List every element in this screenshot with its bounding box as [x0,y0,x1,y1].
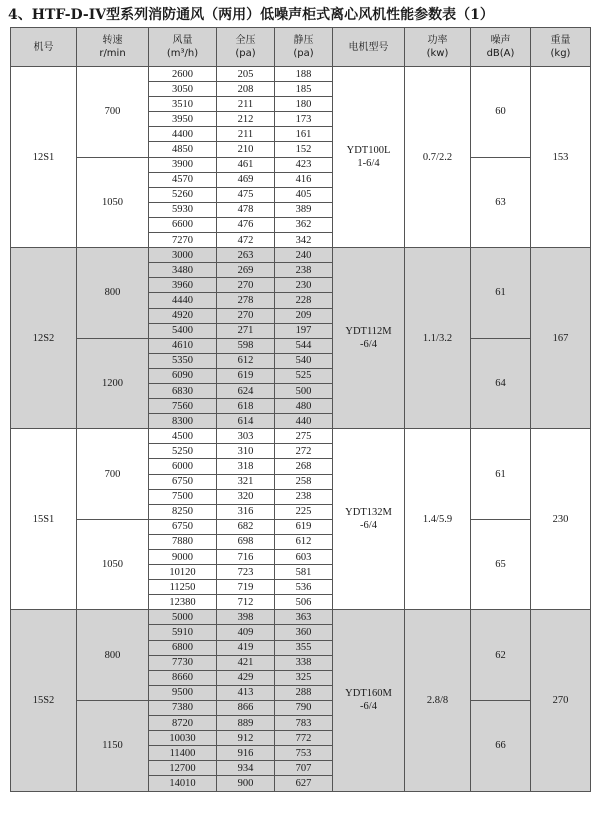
airflow-cell: 8250 [149,504,217,519]
airflow-cell: 7730 [149,655,217,670]
static-pressure-cell: 258 [275,474,333,489]
airflow-cell: 6750 [149,474,217,489]
total-pressure-cell: 469 [217,172,275,187]
static-pressure-cell: 540 [275,353,333,368]
noise-cell: 66 [471,700,531,791]
airflow-cell: 3050 [149,82,217,97]
table-body [11,67,591,792]
total-pressure-cell: 461 [217,157,275,172]
static-pressure-cell: 325 [275,670,333,685]
airflow-cell: 4440 [149,293,217,308]
fan-performance-table [10,27,591,792]
noise-cell: 64 [471,338,531,429]
static-pressure-cell: 612 [275,534,333,549]
airflow-cell: 5400 [149,323,217,338]
model-cell: 12S1 [11,67,77,248]
power-cell: 1.1/3.2 [405,248,471,429]
total-pressure-cell: 212 [217,112,275,127]
total-pressure-cell: 712 [217,595,275,610]
motor-cell: YDT100L 1-6/4 [333,67,405,248]
airflow-cell: 6600 [149,217,217,232]
total-pressure-cell: 211 [217,97,275,112]
total-pressure-cell: 321 [217,474,275,489]
airflow-cell: 4500 [149,429,217,444]
static-pressure-cell: 603 [275,550,333,565]
noise-cell: 63 [471,157,531,248]
airflow-cell: 8300 [149,414,217,429]
static-pressure-cell: 783 [275,716,333,731]
static-pressure-cell: 342 [275,233,333,248]
header-speed: 转速 r/min [77,28,149,67]
total-pressure-cell: 419 [217,640,275,655]
airflow-cell: 10030 [149,731,217,746]
noise-cell: 65 [471,519,531,610]
airflow-cell: 5260 [149,187,217,202]
static-pressure-cell: 230 [275,278,333,293]
airflow-cell: 3950 [149,112,217,127]
static-pressure-cell: 272 [275,444,333,459]
airflow-cell: 8660 [149,670,217,685]
airflow-cell: 10120 [149,565,217,580]
total-pressure-cell: 866 [217,700,275,715]
table-row [11,610,591,625]
header-total-pressure: 全压 (pa) [217,28,275,67]
static-pressure-cell: 240 [275,248,333,263]
airflow-cell: 5350 [149,353,217,368]
total-pressure-cell: 413 [217,685,275,700]
total-pressure-cell: 698 [217,534,275,549]
airflow-cell: 5250 [149,444,217,459]
weight-cell: 270 [531,610,591,791]
speed-cell: 1050 [77,157,149,248]
airflow-cell: 7500 [149,489,217,504]
static-pressure-cell: 288 [275,685,333,700]
airflow-cell: 8720 [149,716,217,731]
static-pressure-cell: 238 [275,489,333,504]
static-pressure-cell: 362 [275,217,333,232]
total-pressure-cell: 211 [217,127,275,142]
static-pressure-cell: 544 [275,338,333,353]
total-pressure-cell: 912 [217,731,275,746]
weight-cell: 153 [531,67,591,248]
airflow-cell: 3900 [149,157,217,172]
airflow-cell: 4920 [149,308,217,323]
header-noise: 噪声 dB(A) [471,28,531,67]
airflow-cell: 4570 [149,172,217,187]
power-cell: 0.7/2.2 [405,67,471,248]
static-pressure-cell: 161 [275,127,333,142]
speed-cell: 1050 [77,519,149,610]
total-pressure-cell: 263 [217,248,275,263]
header-model: 机号 [11,28,77,67]
total-pressure-cell: 598 [217,338,275,353]
total-pressure-cell: 398 [217,610,275,625]
static-pressure-cell: 152 [275,142,333,157]
airflow-cell: 3510 [149,97,217,112]
table-row [11,700,591,715]
total-pressure-cell: 270 [217,278,275,293]
airflow-cell: 14010 [149,776,217,791]
total-pressure-cell: 682 [217,519,275,534]
model-cell: 15S2 [11,610,77,791]
static-pressure-cell: 440 [275,414,333,429]
total-pressure-cell: 320 [217,489,275,504]
total-pressure-cell: 421 [217,655,275,670]
static-pressure-cell: 525 [275,368,333,383]
static-pressure-cell: 338 [275,655,333,670]
header-motor: 电机型号 [333,28,405,67]
table-row [11,429,591,444]
total-pressure-cell: 618 [217,399,275,414]
speed-cell: 1150 [77,700,149,791]
total-pressure-cell: 934 [217,761,275,776]
total-pressure-cell: 900 [217,776,275,791]
motor-cell: YDT132M -6/4 [333,429,405,610]
header-airflow: 风量 (m³/h) [149,28,217,67]
total-pressure-cell: 316 [217,504,275,519]
static-pressure-cell: 536 [275,580,333,595]
airflow-cell: 6090 [149,368,217,383]
airflow-cell: 9500 [149,685,217,700]
static-pressure-cell: 707 [275,761,333,776]
total-pressure-cell: 310 [217,444,275,459]
static-pressure-cell: 619 [275,519,333,534]
weight-cell: 167 [531,248,591,429]
total-pressure-cell: 716 [217,550,275,565]
table-row [11,67,591,82]
airflow-cell: 4400 [149,127,217,142]
total-pressure-cell: 210 [217,142,275,157]
static-pressure-cell: 423 [275,157,333,172]
static-pressure-cell: 389 [275,202,333,217]
static-pressure-cell: 627 [275,776,333,791]
speed-cell: 800 [77,248,149,339]
total-pressure-cell: 476 [217,217,275,232]
static-pressure-cell: 500 [275,383,333,398]
static-pressure-cell: 416 [275,172,333,187]
airflow-cell: 12380 [149,595,217,610]
total-pressure-cell: 723 [217,565,275,580]
static-pressure-cell: 405 [275,187,333,202]
table-row [11,157,591,172]
total-pressure-cell: 916 [217,746,275,761]
airflow-cell: 6800 [149,640,217,655]
table-row [11,519,591,534]
total-pressure-cell: 472 [217,233,275,248]
header-static-pressure: 静压 (pa) [275,28,333,67]
airflow-cell: 3480 [149,263,217,278]
noise-cell: 62 [471,610,531,701]
airflow-cell: 2600 [149,67,217,82]
airflow-cell: 7880 [149,534,217,549]
total-pressure-cell: 270 [217,308,275,323]
airflow-cell: 7380 [149,700,217,715]
total-pressure-cell: 619 [217,368,275,383]
total-pressure-cell: 318 [217,459,275,474]
airflow-cell: 11400 [149,746,217,761]
motor-cell: YDT160M -6/4 [333,610,405,791]
airflow-cell: 11250 [149,580,217,595]
airflow-cell: 6000 [149,459,217,474]
total-pressure-cell: 208 [217,82,275,97]
airflow-cell: 5910 [149,625,217,640]
total-pressure-cell: 278 [217,293,275,308]
static-pressure-cell: 228 [275,293,333,308]
total-pressure-cell: 889 [217,716,275,731]
noise-cell: 61 [471,429,531,520]
total-pressure-cell: 409 [217,625,275,640]
power-cell: 1.4/5.9 [405,429,471,610]
speed-cell: 1200 [77,338,149,429]
static-pressure-cell: 238 [275,263,333,278]
speed-cell: 700 [77,67,149,158]
static-pressure-cell: 581 [275,565,333,580]
static-pressure-cell: 197 [275,323,333,338]
airflow-cell: 12700 [149,761,217,776]
static-pressure-cell: 188 [275,67,333,82]
page-title: 4、HTF-D-IV型系列消防通风（两用）低噪声柜式离心风机性能参数表（1） [8,7,494,23]
total-pressure-cell: 612 [217,353,275,368]
total-pressure-cell: 429 [217,670,275,685]
airflow-cell: 3000 [149,248,217,263]
total-pressure-cell: 205 [217,67,275,82]
total-pressure-cell: 719 [217,580,275,595]
static-pressure-cell: 506 [275,595,333,610]
header-weight: 重量 (kg) [531,28,591,67]
static-pressure-cell: 355 [275,640,333,655]
table-header-row [11,28,591,67]
noise-cell: 61 [471,248,531,339]
airflow-cell: 3960 [149,278,217,293]
total-pressure-cell: 478 [217,202,275,217]
model-cell: 15S1 [11,429,77,610]
airflow-cell: 4610 [149,338,217,353]
static-pressure-cell: 363 [275,610,333,625]
speed-cell: 800 [77,610,149,701]
static-pressure-cell: 268 [275,459,333,474]
total-pressure-cell: 614 [217,414,275,429]
static-pressure-cell: 753 [275,746,333,761]
static-pressure-cell: 275 [275,429,333,444]
static-pressure-cell: 225 [275,504,333,519]
static-pressure-cell: 185 [275,82,333,97]
static-pressure-cell: 772 [275,731,333,746]
total-pressure-cell: 303 [217,429,275,444]
airflow-cell: 5000 [149,610,217,625]
weight-cell: 230 [531,429,591,610]
total-pressure-cell: 269 [217,263,275,278]
speed-cell: 700 [77,429,149,520]
static-pressure-cell: 790 [275,700,333,715]
static-pressure-cell: 209 [275,308,333,323]
total-pressure-cell: 624 [217,383,275,398]
header-power: 功率 (kw) [405,28,471,67]
noise-cell: 60 [471,67,531,158]
table-row [11,248,591,263]
table-row [11,338,591,353]
airflow-cell: 9000 [149,550,217,565]
total-pressure-cell: 475 [217,187,275,202]
model-cell: 12S2 [11,248,77,429]
static-pressure-cell: 173 [275,112,333,127]
power-cell: 2.8/8 [405,610,471,791]
airflow-cell: 4850 [149,142,217,157]
airflow-cell: 7560 [149,399,217,414]
static-pressure-cell: 480 [275,399,333,414]
airflow-cell: 7270 [149,233,217,248]
static-pressure-cell: 360 [275,625,333,640]
airflow-cell: 5930 [149,202,217,217]
airflow-cell: 6750 [149,519,217,534]
motor-cell: YDT112M -6/4 [333,248,405,429]
total-pressure-cell: 271 [217,323,275,338]
static-pressure-cell: 180 [275,97,333,112]
airflow-cell: 6830 [149,383,217,398]
